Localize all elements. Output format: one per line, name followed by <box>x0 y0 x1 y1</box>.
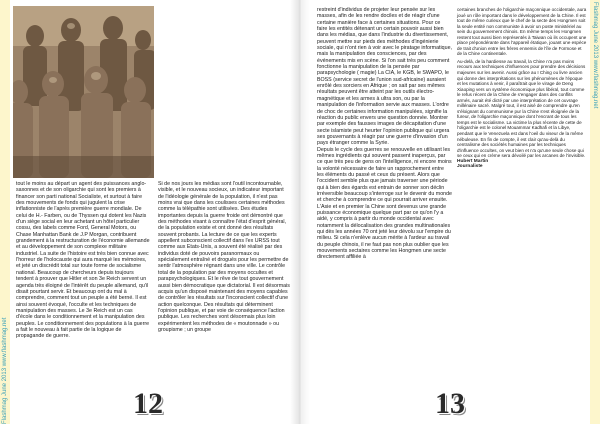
author-name: Hubert Martin <box>457 158 489 164</box>
article-paragraph: Si de nos jours les médias sont l'outil incontournable, visible, et le nouveau socieux, un indicateur important de l'idéologie générale de la population, il n'est pas moins vrai que dans les coulisses certaines méthodes comme la télépathie sont utilisées. Des études importantes depuis la guerre froide ont démontré que des méthodes visant à connaître l'état d'esprit général, de la population existe et ont donné des résultats souvent probants. La lecture de ce que les experts appellent subconscient collectif dans l'ex URSS tout comme aux Etats-Unis, a souvent été réalisé par des individus doté de pouvoirs paranormaux ou spécialement entraîné et drogués pour les permettre de sentir l'atmosphère régnant dans une ville. Le contrôle total de la population par des moyens occultes et parapsychologiques. Et le rêve de tout gouvernement aussi bien démocratique que dictatorial. Il est désormais acquis qu'un disposé maintenant des moyens capables de contrôler les résultats sur l'inconscient collectif d'une action quelconque. Des résultats qui déterminent l'opinion publique, et par voie de conséquence l'action publique. Les recherches vont désormais plus loin expérimentent les méthodes de « moutonnade » ou groupisme ; un groupe <box>158 181 290 333</box>
article-column-3 <box>317 7 452 261</box>
page-number-right: 13 <box>435 387 465 420</box>
article-column-1 <box>16 181 150 340</box>
article-paragraph: restreint d'individus de projeter leur pensée sur les masses, afin de les rendre dociles et de réagir d'une certaine manière face à certaines situations. Pour ce faire les entités détenant un certain pouvoir aussi bien dans les médias, que dans l'industrie du divertissement, peuvent mettre sur pieds des méthodes d'ingénierie sociale, qui n'ont rien à voir avec le piratage informatique, mais la manipulation des consciences, par des événements mis en scène. Si l'on sait très peu comment fonctionne la manipulation de la pensée par parapsychologie ( magie) La CIA, le KGB, le SWAPO, le BOSS (service secret de l'union sud-africaine) auraient enrôlé des sorciers en Afrique ; on sait par ses mêmes résultats peuvent être atteint par les outils électro- magnétique et les armes à ultra son, ou par la manipulation de l'information servie aux masses. L'ordre de choc de certaines information manipulées, signifie la réaction du public envers une question donnée. Montrer par exemple des fausses images de décapitation d'une secte islamiste peut heurter l'opinion publique qui urgera ses gouvernants à réagir par une guerre d'invasion d'un pays étranger comme la Syrie. <box>317 7 452 147</box>
article-paragraph: certaines branches de l'oligarchie maçonnique occidentale, aura joué un rôle important dans le développement de la Chine. Il est tout de même curieux que le chef de la secte des Hongmen soit la seule entité non communiste à avoir un poste ministériel au sein du gouvernement chinois. En même temps les Hongmen restent tout aussi bien représentés à Taiwan où ils occupent une place prépondérante dans l'appareil étatique, jouant une espèce de trait d'union entre les frères ennemis de l'île de Formose et de la Chine continentale. <box>457 7 587 57</box>
terracotta-army-photo <box>13 6 154 178</box>
terracotta-warriors-illustration <box>13 6 154 178</box>
page-number-left: 12 <box>133 387 163 420</box>
article-paragraph: tout le moins au départ un agent des puissances anglo-saxonnes et de son oligarchie qui sont les premiers à financer son parti national Socialiste, et surtout à faire des mouvements de fonds qui jugulent la crise inflationniste de l'après première guerre mondiale. De celui de H.- Farben, ou de Thyssen qui dotent les Nazis d'un siège social en leur achetant un hôtel particulier cossu, des labels comme Ford, General Motors, ou Chase Manhattan Bank de J.P Morgan, contribuent grandement à la restructuration de l'économie allemande et au développement de son complexe militaire industriel. La suite de l'histoire est très bien connue avec l'horreur de l'holocauste qui aura marqué les mémoires, et jeté un discrédit total sur toute forme de socialisme national. Beaucoup de chercheurs depuis toujours tendent à prouver que Hitler et son 3e Reich servent un agenda très éloigné de l'intérêt du peuple allemand, qu'il disait pourtant servir. Et beaucoup ont du mal à comprendre, comment tout un peuple a été berné. Il est ainsi souvent évoqué, l'occulte et les techniques de manipulation des masses. Le 3e Reich est un cas d'école dans le conditionnement et la manipulation des peuples. Le conditionnement des populations à la guerre a fait le nouveau à fait partie de la logique de propagande de guerre. <box>16 181 150 340</box>
article-column-2 <box>158 181 290 333</box>
vertical-credit-left: Flashmag June 2013 www.flashmag.net <box>2 317 8 424</box>
article-paragraph: Depuis le cycle des guerres se renouvelle en utilisant les mêmes ingrédients qui souvent passent inaperçus, par ce que très peu de gens on l'intelligence, ni encore moins la volonté nécessaire de faire un rapprochement entre les éléments du passé et ceux du présent. Alors que l'occident semble plus que jamais traverser une période qui à bien des égards est entrain de sonner son déclin irréversible beaucoup s'interroge sur le devenir du monde et cherche à comprendre ce qui pourrait arriver ensuite. L'Asie et en premier la Chine sont devenus une grande puissance économique quelque part par ce qu'on l'y a aidé, y compris à partir du monde occidental avec notamment la délocalisation des grandes multinationales qui dès les années 70 ont jeté leur dévolu sur l'empire du milieu. Si cela n'enlève aucun mérite à l'ardeur au travail du peuple chinois, il ne faut pas non plus oublier que les mouvements sectaires comme les Hongmen une secte directement affiliée à <box>317 146 452 261</box>
author-role: Journaliste <box>457 164 483 170</box>
article-paragraph: Au-delà, de la hardiesse au travail, la Chine n'a pas moins recours aux techniques d'influences pour prendre des décisions majeures sur les avenir. Aussi grâce au I Ching ou livre ancien qui donne des interprétations sur les phénomènes de l'époque et les mutations à venir, il paraîtrait que le virage de Deng Xiaoping vers un système économique plus libéral, tout comme le refus récent de la Chine de s'engager dans des conflits armés, aurait été dicté par une interprétation de cet ouvrage millénaire sacré. Malgré tout, il est aisé de comprendre qu'en s'éloignant du communisme pur la Chine s'est éloignée de la fureur, de l'oligarchie maçonnique dont l'encrant de tous les temps est le socialisme. La victime la plus récente de cette de l'oligarchie est le colonel Mouammar Kadhafi et la Libye, pendant que le Venezuela est dans l'oeil du viseur de la même nébuleuse. En fin de compte, il est clair qu'au-delà du centralisme des sociétés humaines par les techniques d'influence occultes, on veut bien et n'a qu'une seule chose qui se ceux qui en crème sera dévoilé par les arcanes de l'invisible. <box>457 58 586 159</box>
vertical-credit-right: Flashmag June 2013 www.flashmag.net <box>592 2 598 109</box>
article-column-4 <box>457 7 587 170</box>
